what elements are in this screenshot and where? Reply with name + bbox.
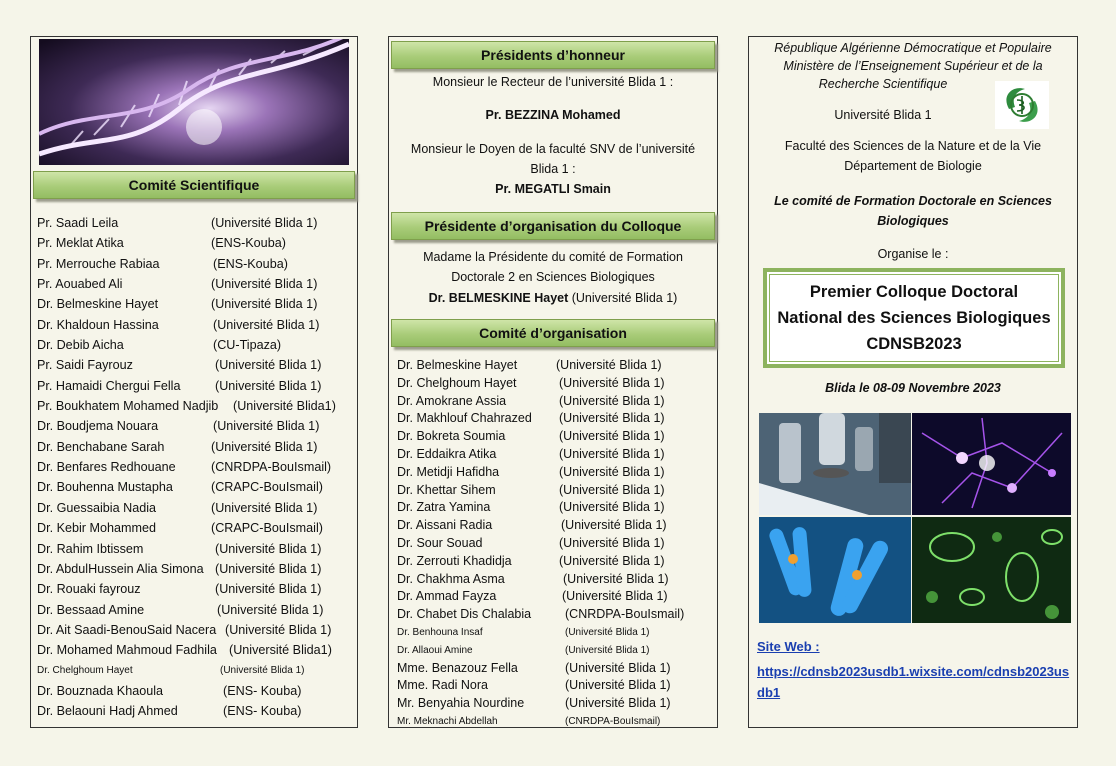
member-affiliation: (Université Blida 1) [565, 660, 671, 675]
website-label: Site Web : [757, 639, 820, 654]
faculty-line: Faculté des Sciences de la Nature et de la Vie [784, 139, 1042, 153]
member-affiliation: (Université Blida 1) [556, 358, 662, 372]
president-name-line [397, 289, 709, 308]
member-name: Dr. Bouznada Khaoula [37, 683, 164, 698]
member-row [397, 499, 713, 517]
member-affiliation: (ENS-Kouba) [213, 256, 288, 271]
organization-committee-heading: Comité d’organisation [391, 319, 715, 347]
member-affiliation: (Université Blida 1) [211, 297, 318, 312]
member-name: Mme. Radi Nora [397, 678, 488, 693]
member-affiliation: (Université Blida 1) [217, 602, 324, 617]
honor-presidents-heading: Présidents d’honneur [391, 41, 715, 69]
university-logo-icon [995, 81, 1049, 129]
member-name: Dr. Bessaad Amine [37, 602, 145, 617]
president-heading: Présidente d’organisation du Colloque [391, 212, 715, 240]
member-name: Pr. Hamaidi Chergui Fella [37, 378, 181, 393]
member-name: Dr. Aissani Radia [397, 518, 493, 533]
member-row [397, 410, 713, 428]
member-name: Dr. Khaldoun Hassina [37, 317, 159, 332]
member-row [37, 600, 353, 620]
member-row [397, 553, 713, 571]
scientific-committee-list [37, 213, 353, 722]
website-url-line-2[interactable]: db1 [757, 685, 781, 700]
member-affiliation: (Université Blida 1) [559, 464, 665, 479]
member-name: Mr. Benyahia Nourdine [397, 696, 525, 711]
member-row [37, 559, 353, 579]
rector-line: Monsieur le Recteur de l’université Blida 1 : [432, 75, 674, 89]
member-affiliation: (Université Blida 1) [211, 500, 318, 515]
member-name: Dr. Eddaikra Atika [397, 446, 497, 461]
member-name: Dr. Benfares Redhouane [37, 460, 176, 475]
member-row [37, 661, 353, 681]
member-name: Dr. Belaouni Hadj Ahmed [37, 704, 178, 719]
member-affiliation: (Université Blida 1) [225, 622, 332, 637]
member-name: Dr. Benhouna Insaf [397, 626, 483, 638]
member-name: Dr. Allaoui Amine [397, 644, 473, 656]
neurons-image [912, 413, 1071, 515]
member-row [397, 713, 713, 731]
member-name: Dr. Khettar Sihem [397, 482, 496, 497]
honor-organization-panel [388, 36, 718, 728]
republic-line: République Algérienne Démocratique et Populaire [774, 41, 1052, 55]
member-row [397, 642, 713, 660]
event-title-line-2: National des Sciences Biologiques [777, 309, 1051, 327]
member-row [397, 375, 713, 393]
microorganisms-image [912, 517, 1071, 623]
member-affiliation: (Université Blida 1) [565, 644, 650, 656]
member-name: Pr. Boukhatem Mohamed Nadjib [37, 399, 219, 414]
member-affiliation: (Université Blida 1) [211, 439, 318, 454]
member-row [37, 579, 353, 599]
member-name: Dr. Mohamed Mahmoud Fadhila [37, 643, 217, 658]
member-affiliation: (CNRDPA-BouIsmail) [565, 607, 685, 622]
member-name: Dr. Chabet Dis Chalabia [397, 607, 532, 622]
member-name: Pr. Saidi Fayrouz [37, 358, 133, 373]
member-row [37, 274, 353, 294]
member-name: Dr. Chakhma Asma [397, 571, 505, 586]
dean-name: Pr. MEGATLI Smain [495, 182, 611, 196]
member-row [37, 498, 353, 518]
microscope-image [759, 413, 911, 515]
member-row [37, 294, 353, 314]
member-row [397, 695, 713, 713]
member-affiliation: (Université Blida 1) [559, 429, 665, 444]
member-name: Dr. Ait Saadi-BenouSaid Nacera [37, 622, 217, 637]
member-row [397, 588, 713, 606]
website-url-line-1[interactable]: https://cdnsb2023usdb1.wixsite.com/cdnsb2023us [757, 664, 1070, 679]
member-row [37, 233, 353, 253]
member-affiliation: (CNRDPA-BouIsmail) [211, 460, 332, 475]
member-name: Dr. Chelghoum Hayet [37, 664, 133, 676]
member-row [37, 335, 353, 355]
member-affiliation: (Université Blida 1) [559, 375, 665, 390]
member-row [37, 477, 353, 497]
member-name: Dr. Sour Souad [397, 535, 483, 550]
rector-name: Pr. BEZZINA Mohamed [485, 108, 621, 122]
member-name: Pr. Saadi Leila [37, 216, 119, 230]
member-name: Dr. Guessaibia Nadia [37, 500, 157, 515]
member-row [397, 571, 713, 589]
member-row [37, 539, 353, 559]
event-title-line-1: Premier Colloque Doctoral [809, 283, 1019, 301]
member-affiliation: (CRAPC-BouIsmail) [211, 521, 323, 536]
member-affiliation: (Université Blida 1) [215, 541, 322, 556]
doctoral-committee-line: Le comité de Formation Doctorale en Sciences Biologiques [774, 194, 1052, 228]
member-affiliation: (CU-Tipaza) [213, 338, 282, 353]
member-row [37, 416, 353, 436]
member-affiliation: (Université Blida 1) [220, 664, 305, 676]
member-row [397, 393, 713, 411]
member-name: Dr. Belmeskine Hayet [397, 358, 518, 372]
member-affiliation: (Université Blida 1) [562, 589, 668, 604]
scientific-committee-heading: Comité Scientifique [33, 171, 355, 199]
event-title-box [763, 268, 1065, 368]
member-name: Dr. Benchabane Sarah [37, 439, 165, 454]
member-name: Dr. AbdulHussein Alia Simona [37, 561, 204, 576]
member-row [37, 681, 353, 701]
member-name: Dr. Zatra Yamina [397, 500, 491, 515]
president-affiliation: (Université Blida 1) [568, 291, 678, 305]
member-row [37, 396, 353, 416]
member-name: Dr. Ammad Fayza [397, 589, 497, 604]
member-affiliation: (ENS- Kouba) [223, 683, 302, 698]
president-name: Dr. BELMESKINE Hayet [428, 291, 569, 305]
member-row [37, 457, 353, 477]
member-affiliation: (Université Blida 1) [215, 561, 322, 576]
member-affiliation: (CNRDPA-BouIsmail) [565, 715, 661, 727]
organise-label: Organise le : [877, 247, 949, 261]
science-image-collage [759, 413, 1071, 623]
member-row [397, 517, 713, 535]
member-row [397, 535, 713, 553]
member-affiliation: (Université Blida 1) [215, 378, 322, 393]
member-row [37, 437, 353, 457]
member-name: Pr. Aouabed Ali [37, 277, 123, 292]
member-name: Dr. Makhlouf Chahrazed [397, 411, 532, 426]
website-link[interactable] [757, 661, 1075, 703]
member-row [397, 464, 713, 482]
member-affiliation: (Université Blida 1) [559, 500, 665, 515]
member-affiliation: (Université Blida 1) [211, 277, 318, 292]
member-name: Dr. Bouhenna Mustapha [37, 480, 173, 495]
president-line: Madame la Présidente du comité de Formation Doctorale 2 en Sciences Biologiques [423, 250, 683, 284]
university-name: Université Blida 1 [834, 108, 932, 122]
member-affiliation: (Université Blida 1) [559, 393, 665, 408]
member-affiliation: (Université Blida 1) [559, 482, 665, 497]
member-row [37, 620, 353, 640]
event-acronym: CDNSB2023 [866, 335, 962, 353]
member-affiliation: (Université Blida 1) [561, 518, 667, 533]
member-name: Mr. Meknachi Abdellah [397, 715, 498, 727]
dean-line: Monsieur le Doyen de la faculté SNV de l’université Blida 1 : [410, 142, 696, 176]
member-affiliation: (Université Blida 1) [215, 358, 322, 373]
member-affiliation: (Université Blida1) [229, 643, 332, 658]
scientific-committee-panel [30, 36, 358, 728]
member-affiliation: (Université Blida 1) [565, 696, 671, 711]
member-row [37, 518, 353, 538]
member-affiliation: (Université Blida 1) [213, 419, 320, 434]
member-row [397, 660, 713, 678]
member-affiliation: (Université Blida 1) [215, 582, 322, 597]
member-row [37, 701, 353, 721]
member-row [37, 376, 353, 396]
member-affiliation: (Université Blida 1) [559, 553, 665, 568]
member-name: Pr. Meklat Atika [37, 236, 124, 251]
member-row [37, 640, 353, 660]
member-row [397, 482, 713, 500]
member-name: Dr. Kebir Mohammed [37, 521, 156, 536]
member-name: Dr. Metidji Hafidha [397, 464, 500, 479]
member-affiliation: (Université Blida 1) [563, 571, 669, 586]
member-name: Dr. Rahim Ibtissem [37, 541, 144, 556]
member-row [37, 315, 353, 335]
ministry-line: Ministère de l’Enseignement Supérieur et de la [783, 59, 1043, 73]
member-affiliation: (Université Blida 1) [213, 317, 320, 332]
member-affiliation: (ENS- Kouba) [223, 704, 302, 719]
member-row [397, 677, 713, 695]
chromosomes-image [759, 517, 911, 623]
member-affiliation: (Université Blida 1) [559, 535, 665, 550]
member-name: Dr. Belmeskine Hayet [37, 297, 159, 312]
member-affiliation: (Université Blida 1) [211, 216, 318, 230]
ministry-line-2: Recherche Scientifique [818, 77, 948, 91]
member-row [397, 357, 713, 375]
member-name: Dr. Zerrouti Khadidja [397, 553, 512, 568]
member-name: Dr. Amokrane Assia [397, 393, 507, 408]
member-name: Dr. Bokreta Soumia [397, 429, 506, 444]
member-name: Mme. Benazouz Fella [397, 660, 518, 675]
member-affiliation: (Université Blida 1) [565, 626, 650, 638]
member-row [37, 355, 353, 375]
member-row [397, 428, 713, 446]
department-line: Département de Biologie [844, 159, 982, 173]
member-name: Pr. Merrouche Rabiaa [37, 256, 160, 271]
member-affiliation: (CRAPC-BouIsmail) [211, 480, 323, 495]
member-affiliation: (Université Blida1) [233, 399, 336, 414]
member-name: Dr. Chelghoum Hayet [397, 375, 517, 390]
member-row [37, 254, 353, 274]
member-name: Dr. Debib Aicha [37, 338, 124, 353]
member-row [397, 446, 713, 464]
member-affiliation: (Université Blida 1) [559, 446, 665, 461]
member-name: Dr. Rouaki fayrouz [37, 582, 141, 597]
member-affiliation: (Université Blida 1) [565, 678, 671, 693]
member-affiliation: (Université Blida 1) [559, 411, 665, 426]
organization-committee-list [397, 357, 713, 731]
member-row [397, 624, 713, 642]
member-affiliation: (ENS-Kouba) [211, 236, 286, 251]
member-name: Dr. Boudjema Nouara [37, 419, 159, 434]
dna-helix-image [39, 39, 349, 165]
cover-panel [748, 36, 1078, 728]
member-row [37, 213, 353, 233]
event-date: Blida le 08-09 Novembre 2023 [825, 381, 1001, 395]
member-row [397, 606, 713, 624]
